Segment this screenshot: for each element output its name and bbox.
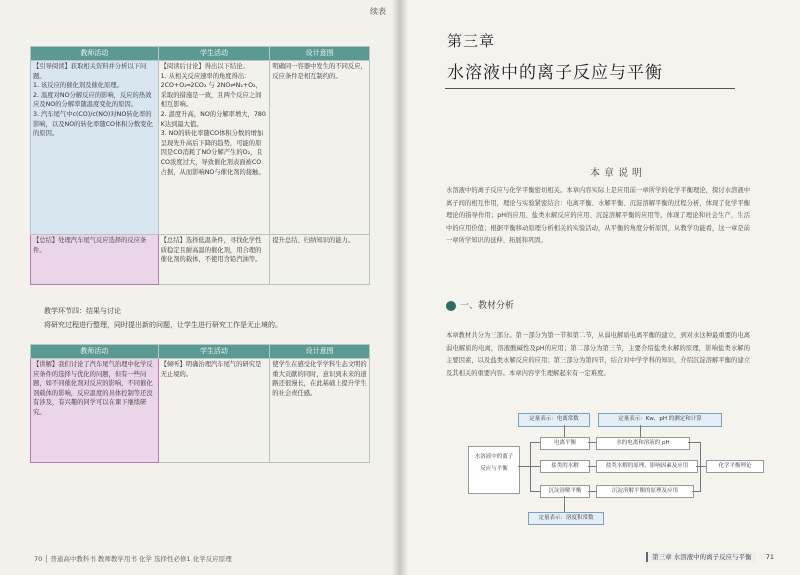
- analysis-heading-wrap: [446, 298, 514, 311]
- table1-cell-teacher: 【总结】处理汽车尾气反应选择的反应条件。: [31, 235, 159, 285]
- footer-chapter-band: 第三章 水溶液中的离子反应与平衡: [646, 552, 756, 562]
- page-number: 71: [765, 553, 774, 561]
- table2-cell-intent: 使学生在感受化学学科生态文明的重大贡献的同时，意识到未来的道路还很漫长，在此基础上提升学生的社会责任感。: [270, 359, 370, 463]
- activity-table-2: [30, 344, 370, 463]
- diagram-connector: [640, 425, 641, 437]
- diagram-connector: [692, 491, 700, 492]
- diagram-center: 水溶液中的离子 反应与平衡: [468, 446, 520, 494]
- diagram-connector: [564, 496, 565, 512]
- table2-cell-teacher: 【讲解】我们讨论了汽车尾气治理中化学反应条件的选择与优化的问题，但有一些问题，如不同催化剂对反应的影响，不同催化剂载体的影响，反应温度的具体控制等还没有涉及，有兴趣的同学可以在课下继续研究。: [31, 359, 159, 463]
- section-title: 本章说明: [590, 168, 646, 179]
- table2-header-teacher: 教师活动: [31, 345, 159, 359]
- diagram-b1: 电离平衡: [540, 437, 590, 450]
- table1-header-teacher: 教师活动: [31, 47, 159, 61]
- diagram-top1: 定量表示：电离常数: [518, 413, 590, 427]
- section-heading: 教学环节四：结果与讨论: [44, 307, 121, 315]
- intro-paragraph: 水溶液中的离子反应与化学平衡密切相关。本章内容实际上是应用前一章所学的化学平衡理论，探讨水溶液中离子间的相互作用，理论与实验紧密结合：电离平衡、水解平衡、沉淀溶解平衡的过程分析，体现了化学平衡理论的指导作用；pH的应用、盐类水解反应的应用、沉淀溶解平衡的应用等，体现了理论和社会生产、生活中的应用价值；根据平衡移动原理分析相关的实验活动，从平衡的角度分析原因，从教学功能看，这一章是前一章所学知识的延伸、拓展和巩固。: [446, 187, 750, 244]
- table-row: [31, 61, 370, 235]
- section-text: 将研究过程进行整理，同时提出新的问题，让学生进行研究工作是无止境的。: [44, 321, 282, 329]
- diagram-connector: [530, 442, 540, 443]
- table1-header-intent: 设计意图: [270, 47, 370, 61]
- chapter-title: 水溶液中的离子反应与平衡: [447, 63, 663, 83]
- continued-label: 续表: [370, 7, 386, 16]
- table2-header-intent: 设计意图: [270, 345, 370, 359]
- diagram-connector: [530, 491, 540, 492]
- diagram-connector: [588, 442, 596, 443]
- diagram-b4: 盐类水解的原理、影响因素及应用: [596, 460, 698, 473]
- diagram-connector: [700, 442, 701, 492]
- diagram-b6: 沉淀溶解平衡的原理及应用: [596, 485, 694, 498]
- diagram-bottom: 定量表示：溶度积常数: [528, 512, 604, 525]
- analysis-heading: 一、教材分析: [460, 301, 515, 311]
- table2-cell-student: 【倾听】明确治理汽车尾气的研究是无止境的。: [158, 359, 270, 463]
- diagram-top2: 定量表示：Kw，pH 的测定和计算: [598, 413, 722, 427]
- book-gutter: [392, 0, 408, 575]
- diagram-connector: [564, 425, 565, 437]
- table-row: [31, 235, 370, 285]
- table1-cell-intent: 明确同一容器中发生的不同反应，反应条件是相互制约的。: [270, 61, 370, 235]
- chapter-number: 第三章: [447, 32, 496, 50]
- table-row: [31, 359, 370, 463]
- analysis-paragraph: 本章教材共分为三部分。第一部分为第一节和第二节，从弱电解质电离平衡的建立，到对水这种最重要的电离弱电解质的电离，溶液酸碱性及pH的应用；第二部分为第三节，主要介绍盐类水解的原理，影响盐类水解的主要因素，以及盐类水解反应的应用；第三部分为第四节，结合对中学学科的知识，介绍沉淀溶解平衡的建立及其相关的重要内容。本章内容学生理解起来有一定难度。: [446, 332, 750, 377]
- diagram-connector: [588, 491, 596, 492]
- diagram-connector: [696, 466, 706, 467]
- diagram-b3: 盐类的水解: [540, 460, 590, 473]
- bullet-icon: [446, 301, 456, 311]
- table1-cell-student: 【总结】选择低温条件，寻找化学性质稳定且耐高温的催化剂，用合理的催化剂的载体，不使用含铅汽油等。: [158, 235, 270, 285]
- diagram-b2: 水的电离和溶液的 pH: [596, 437, 690, 450]
- table1-cell-teacher: 【引导阅读】获取相关资料并分析以下问题。 1. 该反应的催化剂及催化原理。 2. 温度对NO分解反应的影响，反应的热效应及NO的分解率随温度变化的原因。 3. 汽车尾气中c(CO)/c(NO)对NO转化率的影响，以及NO的转化率随CO体积分数变化的原因。: [31, 61, 159, 235]
- diagram-b5: 沉淀溶解平衡: [540, 485, 590, 498]
- activity-table-1: [30, 46, 370, 285]
- left-footer: 70 │ 普通高中教科书 教师教学用书 化学 选择性必修1 化学反应原理: [34, 555, 232, 563]
- table2-header-student: 学生活动: [158, 345, 270, 359]
- diagram-connector: [518, 466, 540, 467]
- diagram-connector: [530, 442, 531, 492]
- diagram-connector: [588, 466, 596, 467]
- table1-cell-intent: 提升总结、归纳知识的能力。: [270, 235, 370, 285]
- diagram-connector: [688, 442, 700, 443]
- diagram-right: 化学平衡理论: [706, 460, 764, 473]
- table1-cell-student: 【阅读后讨论】得出以下结论。 1. 从相关反应速率的角度得出： 2CO+O₂═2CO₂ 与 2NO⇌N₂+O₂，采取的措施是一致，且两个反应之间相互影响。 2. 温度升高，NO的分解率增大，780 K达到最大值。 3. NO的转化率随CO体积分数的增加呈现先升高后下降的趋势，可能的原因是CO消耗了NO分解产生的O₂，且CO浓度过大，导致催化剂表面被CO占据，从而影响NO与催化剂的接触。: [158, 61, 270, 235]
- title-rule: [445, 88, 735, 89]
- table1-header-student: 学生活动: [158, 47, 270, 61]
- right-footer: [646, 552, 774, 561]
